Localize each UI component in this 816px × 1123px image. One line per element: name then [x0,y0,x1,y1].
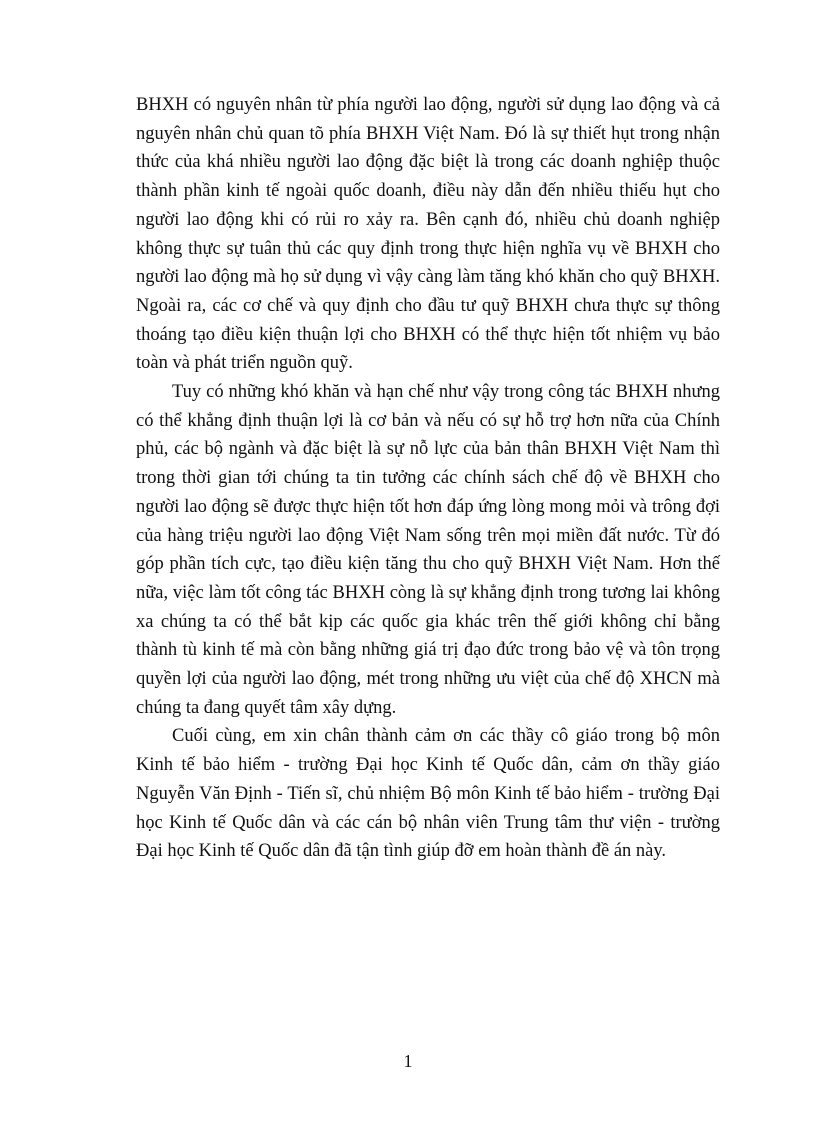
body-text [136,91,720,866]
page-number: 1 [403,1051,413,1071]
paragraph-3: Cuối cùng, em xin chân thành cảm ơn các thầy cô giáo trong bộ môn Kinh tế bảo hiểm - trường Đại học Kinh tế Quốc dân, cảm ơn thầy giáo Nguyễn Văn Định - Tiến sĩ, chủ nhiệm Bộ môn Kinh tế bảo hiểm - trường Đại học Kinh tế Quốc dân và các cán bộ nhân viên Trung tâm thư viện - trường Đại học Kinh tế Quốc dân đã tận tình giúp đỡ em hoàn thành đề án này. [136,726,720,862]
paragraph-2: Tuy có những khó khăn và hạn chế như vậy trong công tác BHXH nhưng có thể khẳng định thuận lợi là cơ bản và nếu có sự hỗ trợ hơn nữa của Chính phủ, các bộ ngành và đặc biệt là sự nỗ lực của bản thân BHXH Việt Nam thì trong thời gian tới chúng ta tin tưởng các chính sách chế độ về BHXH cho người lao động sẽ được thực hiện tốt hơn đáp ứng lòng mong mỏi và trông đợi của hàng triệu người lao động Việt Nam sống trên mọi miền đất nước. Từ đó góp phần tích cực, tạo điều kiện tăng thu cho quỹ BHXH Việt Nam. Hơn thế nữa, việc làm tốt công tác BHXH còng là sự khẳng định trong tương lai không xa chúng ta có thể bắt kịp các quốc gia khác trên thế giới không chỉ bằng thành tù kinh tế mà còn bằng những giá trị đạo đức trong bảo vệ và tôn trọng quyền lợi của người lao động, mét trong những ưu việt của chế độ XHCN mà chúng ta đang quyết tâm xây dựng. [136,382,720,718]
paragraph-1: BHXH có nguyên nhân từ phía người lao động, người sử dụng lao động và cả nguyên nhân chủ quan tõ phía BHXH Việt Nam. Đó là sự thiết hụt trong nhận thức của khá nhiều người lao động đặc biệt là trong các doanh nghiệp thuộc thành phần kinh tế ngoài quốc doanh, điều này dẫn đến nhiều thiếu hụt cho người lao động khi có rủi ro xảy ra. Bên cạnh đó, nhiều chủ doanh nghiệp không thực sự tuân thủ các quy định trong thực hiện nghĩa vụ về BHXH cho người lao động mà họ sử dụng vì vậy càng làm tăng khó khăn cho quỹ BHXH. Ngoài ra, các cơ chế và quy định cho đầu tư quỹ BHXH chưa thực sự thông thoáng tạo điều kiện thuận lợi cho BHXH có thể thực hiện tốt nhiệm vụ bảo toàn và phát triển nguồn quỹ. [136,95,720,374]
